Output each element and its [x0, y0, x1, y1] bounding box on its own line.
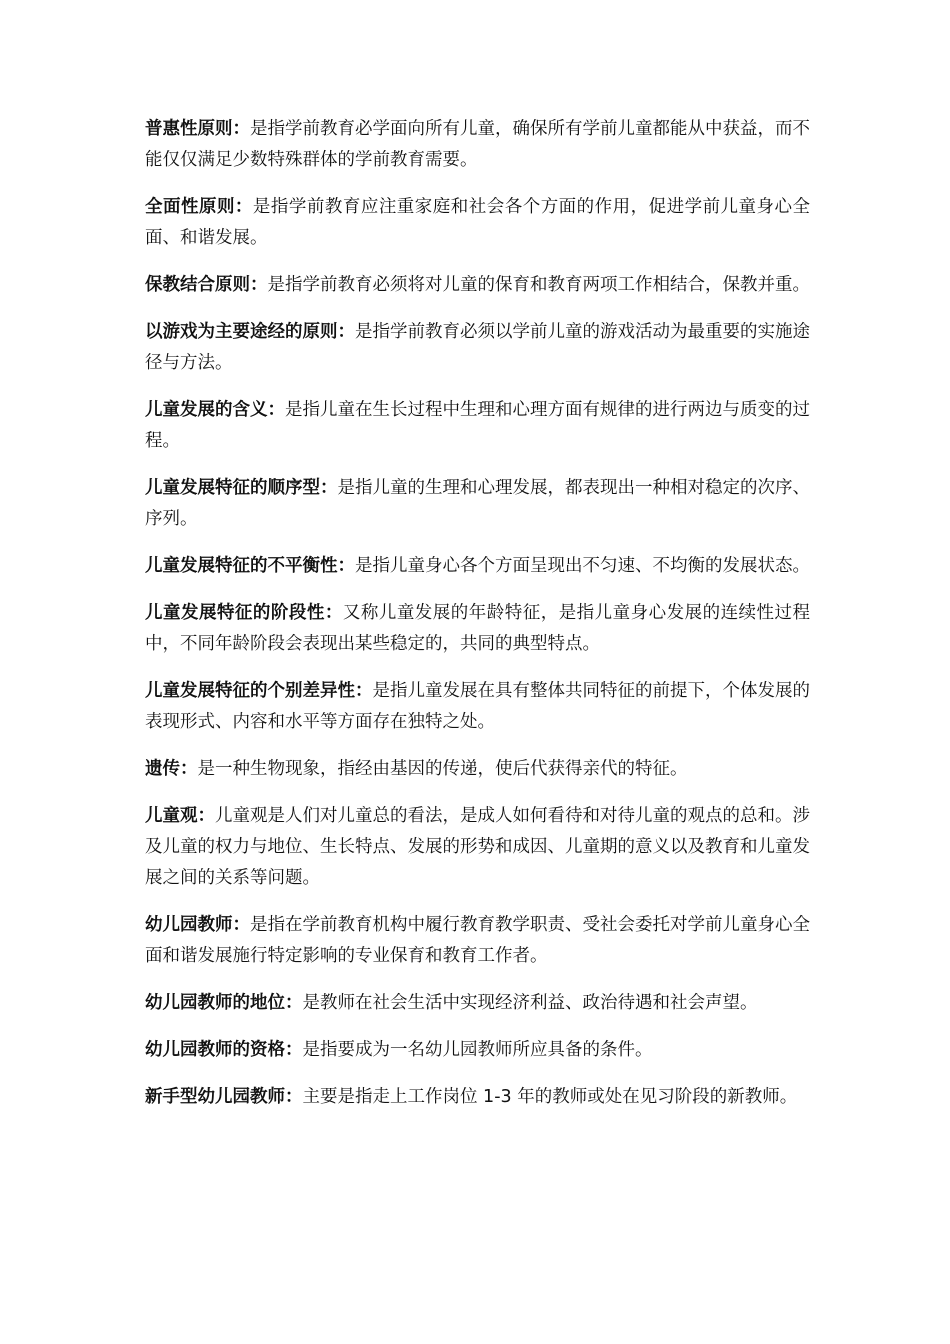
term: 新手型幼儿园教师： [145, 1087, 303, 1107]
term: 幼儿园教师的资格： [145, 1040, 303, 1060]
term: 遗传： [145, 759, 198, 779]
glossary-entry [145, 270, 810, 301]
definition: 又称儿童发展的年龄特征，是指儿童身心发展的连续性过程中，不同年龄阶段会表现出某些稳定的，共同的典型特点。 [145, 603, 811, 654]
glossary-entry [145, 598, 810, 660]
definition: 儿童观是人们对儿童总的看法，是成人如何看待和对待儿童的观点的总和。涉及儿童的权力与地位、生长特点、发展的形势和成因、儿童期的意义以及教育和儿童发展之间的关系等问题。 [145, 806, 810, 888]
glossary-entry [145, 317, 810, 379]
glossary-entry [145, 1082, 810, 1113]
glossary-entry [145, 192, 810, 254]
glossary-entry [145, 988, 810, 1019]
term: 保教结合原则： [145, 275, 268, 295]
document-page [145, 114, 810, 1129]
glossary-entry [145, 801, 810, 894]
term: 儿童发展特征的不平衡性： [145, 556, 355, 576]
definition: 是指学前教育必须将对儿童的保育和教育两项工作相结合，保教并重。 [267, 275, 810, 295]
definition: 是指儿童身心各个方面呈现出不匀速、不均衡的发展状态。 [355, 556, 810, 576]
definition: 是指儿童发展在具有整体共同特征的前提下，个体发展的表现形式、内容和水平等方面存在独特之处。 [145, 681, 810, 732]
term: 以游戏为主要途经的原则： [145, 322, 355, 342]
glossary-entry [145, 1035, 810, 1066]
definition: 是教师在社会生活中实现经济利益、政治待遇和社会声望。 [302, 993, 758, 1013]
term: 幼儿园教师的地位： [145, 993, 303, 1013]
definition: 是指儿童在生长过程中生理和心理方面有规律的进行两边与质变的过程。 [145, 400, 810, 451]
definition: 是指学前教育必须以学前儿童的游戏活动为最重要的实施途径与方法。 [145, 322, 810, 373]
definition: 是一种生物现象，指经由基因的传递，使后代获得亲代的特征。 [197, 759, 688, 779]
definition: 主要是指走上工作岗位 1-3 年的教师或处在见习阶段的新教师。 [302, 1087, 798, 1107]
glossary-entry [145, 910, 810, 972]
glossary-entry [145, 114, 810, 176]
glossary-entry [145, 395, 810, 457]
term: 幼儿园教师： [145, 915, 250, 935]
glossary-entry [145, 473, 810, 535]
term: 儿童发展特征的个别差异性： [145, 681, 373, 701]
term: 全面性原则： [145, 197, 253, 217]
term: 儿童发展特征的顺序型： [145, 478, 338, 498]
glossary-entry [145, 676, 810, 738]
definition: 是指要成为一名幼儿园教师所应具备的条件。 [302, 1040, 653, 1060]
glossary-entry [145, 551, 810, 582]
term: 儿童观： [145, 806, 215, 826]
definition: 是指儿童的生理和心理发展，都表现出一种相对稳定的次序、序列。 [145, 478, 810, 529]
term: 普惠性原则： [145, 119, 250, 139]
definition: 是指学前教育应注重家庭和社会各个方面的作用，促进学前儿童身心全面、和谐发展。 [145, 197, 811, 248]
term: 儿童发展的含义： [145, 400, 285, 420]
term: 儿童发展特征的阶段性： [145, 603, 343, 623]
definition: 是指学前教育必学面向所有儿童，确保所有学前儿童都能从中获益，而不能仅仅满足少数特殊群体的学前教育需要。 [145, 119, 810, 170]
glossary-entry [145, 754, 810, 785]
definition: 是指在学前教育机构中履行教育教学职责、受社会委托对学前儿童身心全面和谐发展施行特定影响的专业保育和教育工作者。 [145, 915, 810, 966]
